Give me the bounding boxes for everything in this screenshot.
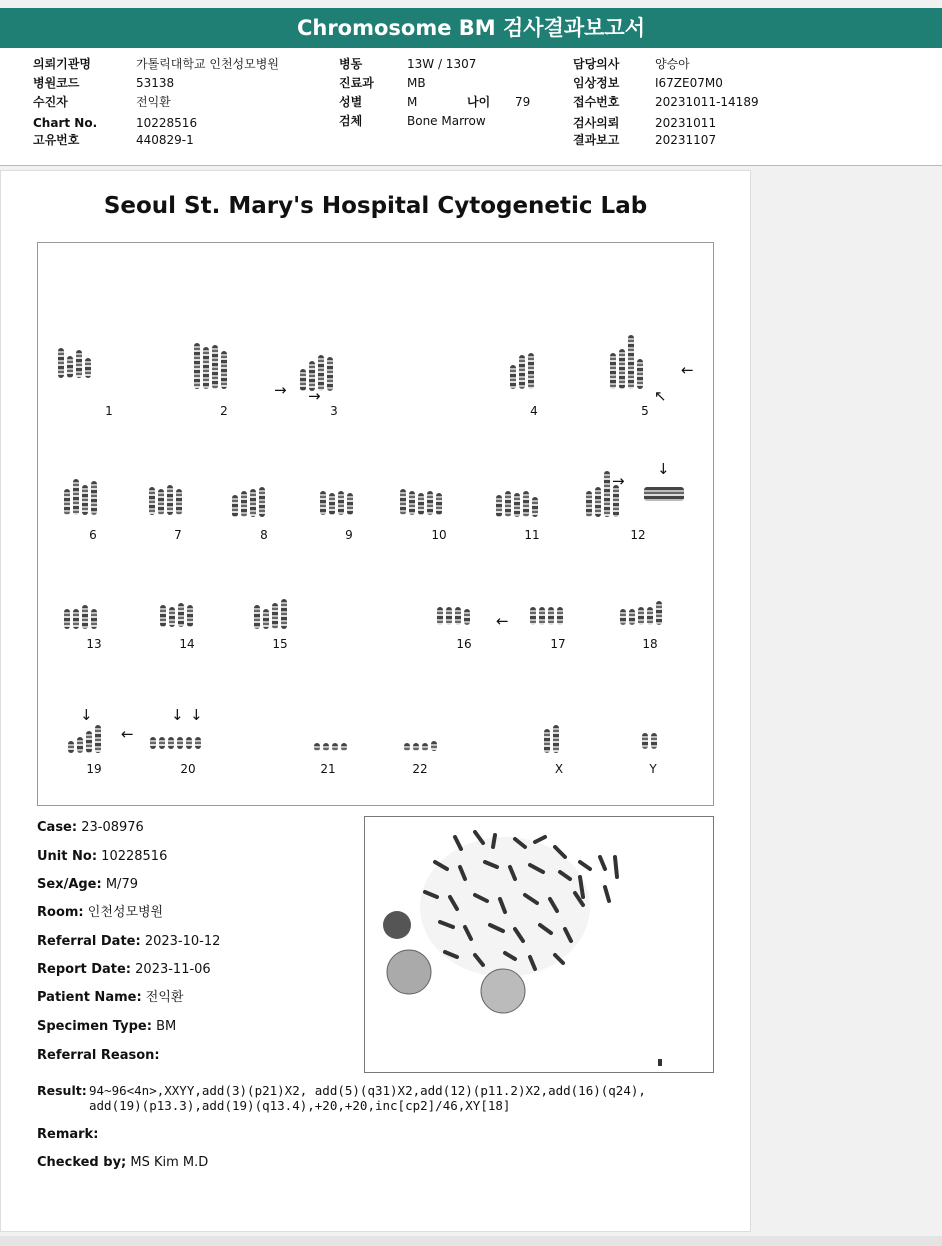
result-line-1: 94~96<4n>,XXYY,add(3)(p21)X2, add(5)(q31)X2,add(12)(p11.2)X2,add(16)(q24),	[89, 1083, 646, 1098]
chromosome-label-10: 10	[431, 528, 447, 542]
chromosome-label-4: 4	[530, 404, 538, 418]
chromosome-label-17: 17	[550, 637, 566, 651]
patient-name-value: 전익환	[145, 990, 184, 1005]
label-unique-no: 고유번호	[33, 133, 80, 147]
chromosome-label-11: 11	[524, 528, 540, 542]
chromosome-16-image	[437, 607, 470, 625]
chromosome-label-22: 22	[412, 762, 428, 776]
chromosome-3-image	[300, 355, 333, 391]
room-value: 인천성모병원	[87, 905, 164, 920]
chromosome-label-3: 3	[330, 404, 338, 418]
arrow-left-icon: ←	[681, 361, 694, 379]
chromosome-12-derivative-image	[644, 487, 684, 501]
chromosome-label-13: 13	[86, 637, 102, 651]
chromosome-label-1: 1	[105, 404, 113, 418]
chromosome-label-9: 9	[345, 528, 353, 542]
value-unique-no: 440829-1	[136, 133, 194, 147]
case-row: Case: 23-08976	[37, 820, 144, 835]
chromosome-label-16: 16	[456, 637, 472, 651]
arrow-down-icon: ↓	[190, 706, 203, 724]
arrow-left-icon: ←	[121, 725, 134, 743]
chromosome-label-7: 7	[174, 528, 182, 542]
value-accession-no: 20231011-14189	[655, 95, 759, 109]
chromosome-20-image	[150, 737, 201, 749]
chromosome-5-image	[610, 335, 643, 389]
referral-reason-row: Referral Reason:	[37, 1048, 160, 1063]
chromosome-2-image	[194, 343, 227, 389]
arrow-right-icon: →	[612, 472, 625, 490]
chromosome-label-18: 18	[642, 637, 658, 651]
referral-date-value: 2023-10-12	[144, 934, 221, 949]
chromosome-14-image	[160, 603, 193, 627]
arrow-down-icon: ↓	[80, 706, 93, 724]
chromosome-label-19: 19	[86, 762, 102, 776]
arrow-right-icon: →	[308, 387, 321, 405]
label-institution: 의뢰기관명	[33, 57, 91, 71]
value-test-request: 20231011	[655, 116, 717, 130]
label-clinical-info: 임상정보	[573, 76, 620, 90]
karyogram-image	[37, 242, 714, 806]
chromosome-label-21: 21	[320, 762, 336, 776]
checked-by-row: Checked by; MS Kim M.D	[37, 1155, 209, 1170]
patient-info-header	[0, 48, 942, 166]
value-department: MB	[407, 76, 426, 90]
result-block	[37, 1083, 646, 1113]
chromosome-label-15: 15	[272, 637, 288, 651]
report-date-value: 2023-11-06	[135, 962, 211, 977]
value-hospital-code: 53138	[136, 76, 175, 90]
chromosome-10-image	[400, 489, 442, 515]
chromosome-15-image	[254, 599, 287, 629]
report-page	[0, 170, 751, 1232]
chromosome-label-x: X	[554, 762, 564, 776]
chromosome-19-image	[68, 725, 101, 753]
chromosome-1-image	[58, 348, 91, 378]
chromosome-22-image	[404, 741, 437, 751]
unit-no-value: 10228516	[101, 849, 168, 864]
label-hospital-code: 병원코드	[33, 76, 80, 90]
arrow-down-icon: ↓	[171, 706, 184, 724]
arrow-right-icon: →	[274, 381, 287, 399]
sex-age-row: Sex/Age: M/79	[37, 877, 138, 892]
label-result-report: 결과보고	[573, 133, 620, 147]
chromosome-18-image	[620, 601, 662, 625]
chromosome-11-image	[496, 491, 538, 517]
value-sex: M	[407, 95, 418, 109]
chromosome-label-20: 20	[180, 762, 196, 776]
metaphase-image	[364, 816, 714, 1073]
label-doctor: 담당의사	[573, 57, 620, 71]
chromosome-17-image	[530, 607, 563, 625]
chromosome-label-6: 6	[89, 528, 97, 542]
chromosome-9-image	[320, 491, 353, 515]
remark-row: Remark:	[37, 1127, 99, 1142]
sex-age-value: M/79	[105, 877, 138, 892]
label-age: 나이	[467, 95, 491, 109]
arrow-upleft-icon: ↖	[654, 387, 667, 405]
unit-no-row: Unit No: 10228516	[37, 849, 168, 864]
chromosome-label-8: 8	[260, 528, 268, 542]
specimen-type-row: Specimen Type: BM	[37, 1019, 177, 1034]
value-specimen: Bone Marrow	[407, 114, 486, 128]
chromosome-label-14: 14	[179, 637, 195, 651]
label-test-request: 검사의뢰	[573, 116, 620, 130]
report-date-row: Report Date: 2023-11-06	[37, 962, 211, 977]
value-result-report: 20231107	[655, 133, 717, 147]
label-department: 진료과	[339, 76, 374, 90]
checked-by-value: MS Kim M.D	[130, 1155, 209, 1170]
room-row: Room: 인천성모병원	[37, 905, 164, 920]
lab-title: Seoul St. Mary's Hospital Cytogenetic Lab	[103, 193, 648, 219]
chromosome-label-y: Y	[649, 762, 657, 776]
chromosome-6-image	[64, 479, 97, 515]
arrow-down-icon: ↓	[657, 460, 670, 478]
chromosome-label-5: 5	[641, 404, 649, 418]
chromosome-13-image	[64, 605, 97, 629]
value-ward: 13W / 1307	[407, 57, 477, 71]
specimen-type-value: BM	[156, 1019, 177, 1034]
value-age: 79	[515, 95, 531, 109]
value-institution: 가톨릭대학교 인천성모병원	[136, 57, 279, 71]
value-patient: 전익환	[136, 95, 171, 109]
label-accession-no: 접수번호	[573, 95, 620, 109]
chromosome-4-image	[510, 353, 534, 389]
chromosome-7-image	[149, 485, 182, 515]
result-label: Result:	[37, 1083, 87, 1098]
label-ward: 병동	[339, 57, 363, 71]
value-clinical-info: I67ZE07M0	[655, 76, 723, 90]
arrow-left-icon: ←	[496, 612, 509, 630]
chromosome-label-12: 12	[630, 528, 646, 542]
label-patient: 수진자	[33, 95, 68, 109]
chromosome-21-image	[314, 743, 347, 751]
metaphase-spread-graphic	[365, 817, 713, 1072]
case-value: 23-08976	[81, 820, 144, 835]
chromosome-label-2: 2	[220, 404, 228, 418]
result-line-2: add(19)(p13.3),add(19)(q13.4),+20,+20,inc[cp2]/46,XY[18]	[89, 1098, 511, 1113]
chromosome-8-image	[232, 487, 265, 517]
label-chart-no: Chart No.	[33, 116, 98, 130]
value-doctor: 양승아	[655, 57, 690, 71]
chromosome-y-image	[642, 733, 657, 749]
value-chart-no: 10228516	[136, 116, 198, 130]
patient-name-row: Patient Name: 전익환	[37, 990, 184, 1005]
label-sex: 성별	[339, 95, 363, 109]
referral-date-row: Referral Date: 2023-10-12	[37, 934, 221, 949]
report-header-title: Chromosome BM 검사결과보고서	[0, 8, 942, 48]
chromosome-x-image	[544, 725, 559, 753]
label-specimen: 검체	[339, 114, 363, 128]
page-bottom-bar	[0, 1236, 942, 1246]
